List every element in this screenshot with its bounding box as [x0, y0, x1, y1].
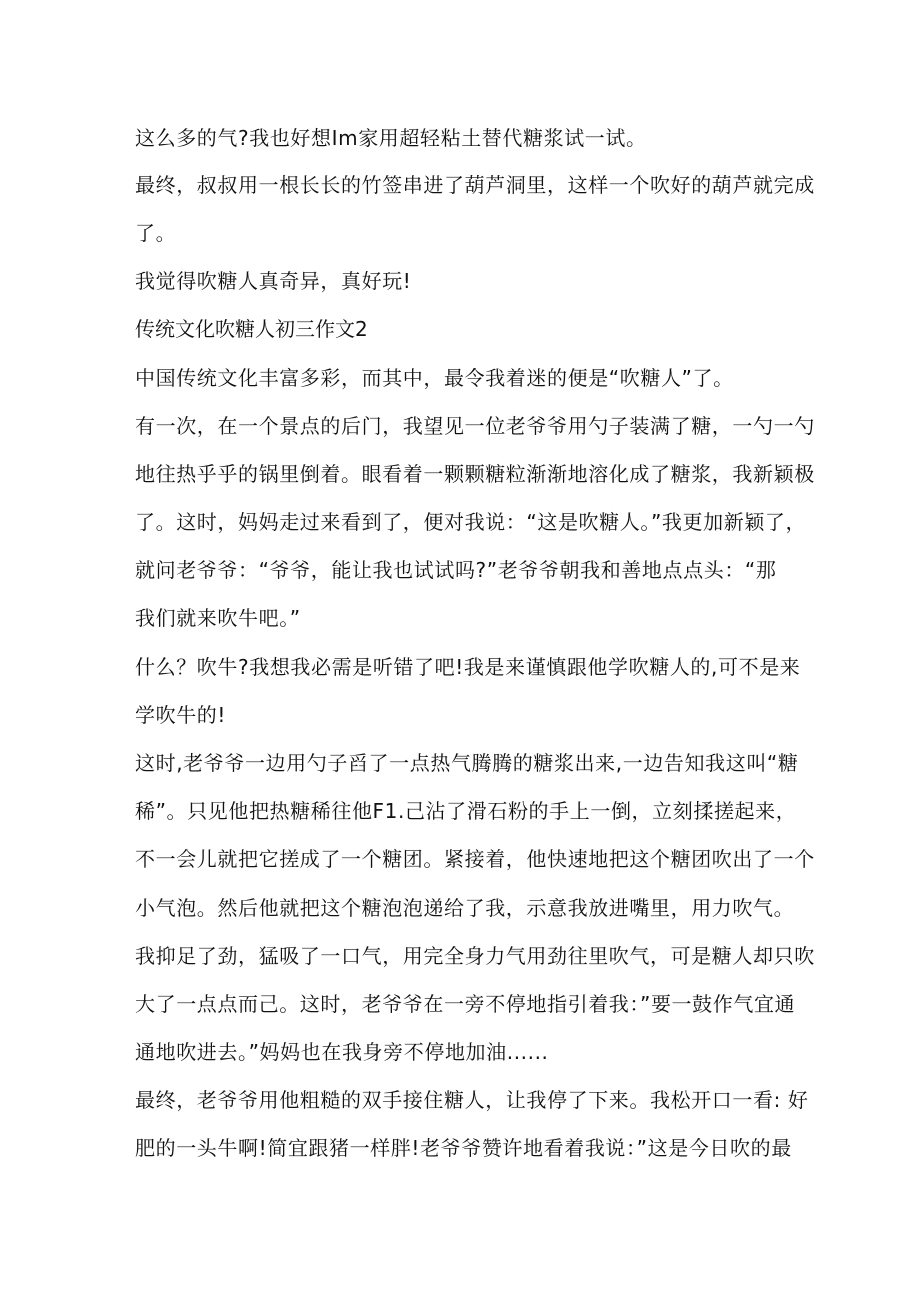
- text-line: 了。这时，妈妈走过来看到了，便对我说：“这是吹糖人。”我更加新颖了，: [135, 510, 807, 534]
- text-line: 肥的一头牛啊!简宜跟猪一样胖!老爷爷赞许地看着我说：”这是今日吹的最: [135, 1136, 792, 1160]
- text-line: 大了一点点而己。这时，老爷爷在一旁不停地指引着我：”要一鼓作气宜通: [135, 992, 796, 1016]
- text-line: 有一次，在一个景点的后门，我望见一位老爷爷用勺子装满了糖，一勺一勺: [135, 414, 815, 438]
- text-line: 什么？吹牛?我想我必需是听错了吧!我是来谨慎跟他学吹糖人的,可不是来: [135, 655, 801, 679]
- text-line: 我们就来吹牛吧。”: [135, 606, 301, 630]
- text-line: 学吹牛的!: [135, 703, 227, 727]
- text-line: 最终，老爷爷用他粗糙的双手接住糖人，让我停了下来。我松开口一看: 好: [135, 1088, 809, 1112]
- text-line: 中国传统文化丰富多彩，而其中，最令我着迷的便是“吹糖人”了。: [135, 366, 734, 390]
- text-line: 通地吹进去。”妈妈也在我身旁不停地加油......: [135, 1040, 549, 1064]
- text-line: 地往热乎乎的锅里倒着。眼看着一颗颗糖粒渐渐地溶化成了糖浆，我新颖极: [135, 462, 815, 486]
- text-line: 我觉得吹糖人真奇异，真好玩!: [135, 269, 412, 293]
- text-line: 就问老爷爷：“爷爷，能让我也试试吗?”老爷爷朝我和善地点点头：“那: [135, 558, 777, 582]
- section-heading: 传统文化吹糖人初三作文2: [135, 317, 368, 341]
- text-line: 我抑足了劲，猛吸了一口气，用完全身力气用劲往里吹气，可是糖人却只吹: [135, 944, 815, 968]
- text-line: 小气泡。然后他就把这个糖泡泡递给了我，示意我放进嘴里，用力吹气。: [135, 896, 795, 920]
- text-line: 最终，叔叔用一根长长的竹签串进了葫芦洞里，这样一个吹好的葫芦就完成: [135, 173, 815, 197]
- text-line: 不一会儿就把它搓成了一个糖团。紧接着，他快速地把这个糖团吹出了一个: [135, 847, 815, 871]
- text-line: 这么多的气?我也好想Im家用超轻粘土替代糖浆试一试。: [135, 126, 647, 150]
- text-line: 稀”。只见他把热糖稀往他F1.己沾了滑石粉的手上一倒，立刻揉搓起来，: [135, 799, 797, 823]
- text-line: 了。: [135, 221, 177, 245]
- text-line: 这时,老爷爷一边用勺子舀了一点热气腾腾的糖浆出来,一边告知我这叫“糖: [135, 751, 799, 775]
